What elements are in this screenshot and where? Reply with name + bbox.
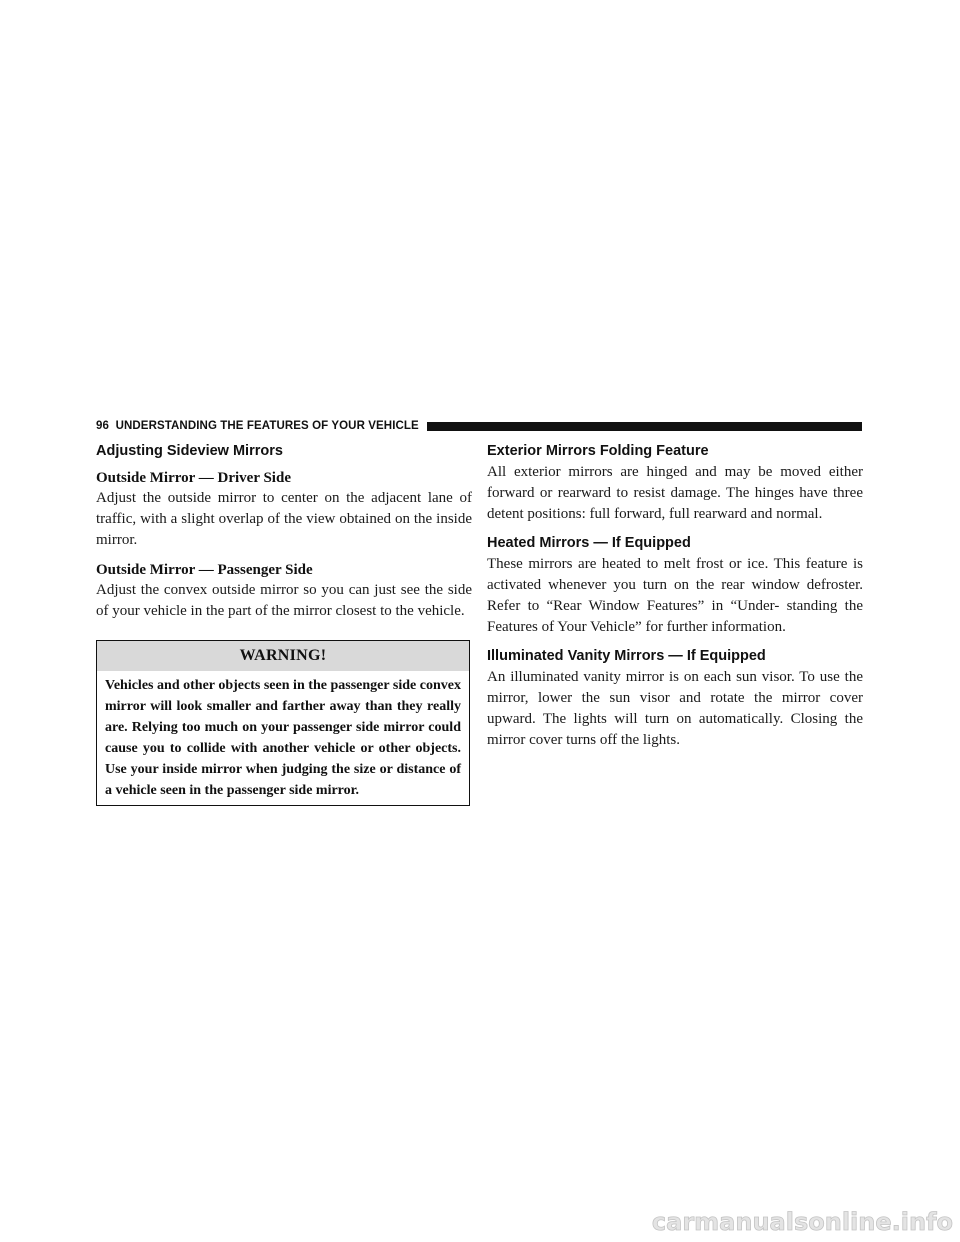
header-rule bbox=[427, 422, 862, 431]
vanity-mirrors-heading: Illuminated Vanity Mirrors — If Equipped bbox=[487, 648, 766, 664]
vanity-mirrors-body: An illuminated vanity mirror is on each sun visor. To use the mirror, lower the sun visor and rotate the mirror cover upward. The lights will turn on automatically. Closing the mirror cover turns off the lights. bbox=[487, 669, 863, 748]
passenger-side-body: Adjust the convex outside mirror so you can just see the side of your vehicle in the part of the mirror closest to the vehicle. bbox=[96, 582, 472, 619]
adjusting-mirrors-heading: Adjusting Sideview Mirrors bbox=[96, 443, 283, 459]
right-column bbox=[487, 440, 863, 751]
watermark-text: carmanualsonline.info bbox=[651, 1208, 953, 1236]
warning-box bbox=[96, 640, 470, 806]
section-title: UNDERSTANDING THE FEATURES OF YOUR VEHICLE bbox=[115, 420, 419, 432]
warning-title: WARNING! bbox=[97, 641, 469, 671]
page-header bbox=[96, 418, 862, 434]
driver-side-body: Adjust the outside mirror to center on the adjacent lane of traffic, with a slight overlap of the view obtained on the inside mirror. bbox=[96, 490, 472, 548]
warning-body: Vehicles and other objects seen in the passenger side convex mirror will look smaller and farther away than they really are. Relying too much on your passenger side mirror could cause you to collide with another vehicle or other objects. Use your inside mirror when judging the size or distance of a vehicle seen in the passenger side mirror. bbox=[105, 678, 461, 798]
driver-side-subheading: Outside Mirror — Driver Side bbox=[96, 470, 291, 486]
heated-mirrors-heading: Heated Mirrors — If Equipped bbox=[487, 535, 691, 551]
folding-feature-body: All exterior mirrors are hinged and may be moved either forward or rearward to resist damage. The hinges have three detent positions: full forward, full rearward and normal. bbox=[487, 464, 863, 522]
passenger-side-subheading: Outside Mirror — Passenger Side bbox=[96, 562, 313, 578]
heated-mirrors-body: These mirrors are heated to melt frost or ice. This feature is activated whenever you turn on the rear window defroster. Refer to “Rear Window Features” in “Under- standing the Features of Your Vehicle” for further information. bbox=[487, 556, 863, 635]
page-number: 96 bbox=[96, 420, 109, 432]
folding-feature-heading: Exterior Mirrors Folding Feature bbox=[487, 443, 709, 459]
left-column bbox=[96, 440, 472, 622]
page-header-text bbox=[96, 420, 427, 432]
